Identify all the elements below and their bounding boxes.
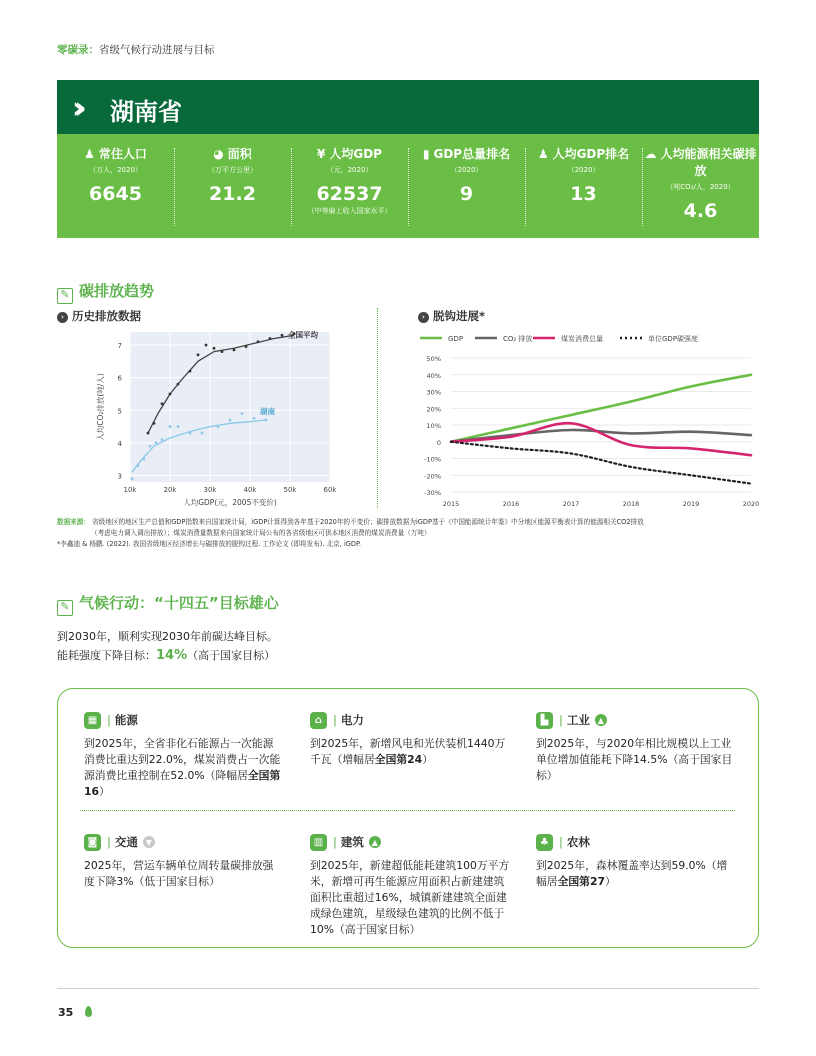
sector-1 [310, 710, 510, 768]
source-line-1: 省级地区的地区生产总值和GDP指数来自国家统计局，iGDP计算得到各年基于2020年的不变价；碳排放数据为iGDP基于《中国能源统计年鉴》中分地区能源平衡表计算的能源相关CO2排放 [92, 518, 644, 526]
arrow-up-icon: ▲ [595, 714, 607, 726]
sector-text: 到2025年，新增风电和光伏装机1440万千瓦（增幅居全国第24） [310, 737, 506, 766]
data-point [149, 445, 152, 448]
data-point [265, 419, 268, 422]
sector-name: 农林 [566, 835, 590, 849]
y-tick-label: -30% [424, 489, 441, 497]
x-tick-label: 2016 [502, 500, 520, 508]
stat-sub: （2020） [450, 166, 483, 174]
y-tick-label: -10% [424, 455, 441, 464]
data-point [269, 337, 272, 340]
footer-line [57, 988, 759, 989]
data-point [229, 419, 232, 422]
arrow-right-icon: › [418, 312, 429, 323]
divider-bar: | [107, 713, 111, 727]
sector-5 [536, 832, 736, 890]
x-tick-label: 2015 [442, 500, 460, 508]
action-section-title: ✎ 气候行动：“十四五”目标雄心 [57, 592, 279, 616]
y-tick-label: 30% [426, 388, 441, 397]
sector-head [536, 832, 736, 852]
y-tick-label: 50% [426, 355, 441, 363]
stat-sub: （万平方公里） [208, 166, 257, 174]
data-point [147, 432, 150, 435]
sector-text: 到2025年，与2020年相比规模以上工业单位增加值能耗下降14.5%（高于国家目标） [536, 737, 733, 782]
stat-title: ▮ GDP总量排名 [422, 147, 511, 161]
y-tick-label: 20% [426, 405, 441, 414]
chart-divider [377, 308, 378, 508]
y-tick-label: 6 [117, 374, 122, 383]
leaf-icon [85, 1006, 92, 1017]
stat-separator [174, 148, 175, 226]
stat-1 [174, 134, 291, 238]
history-title: › 历史排放数据 [57, 308, 141, 324]
data-point [201, 432, 204, 435]
co2-cloud-icon: ☁ [644, 147, 657, 161]
bar-chart-icon: ▮ [422, 147, 430, 161]
stat-separator [525, 148, 526, 226]
x-tick-label: 20k [163, 486, 177, 494]
y-tick-label: 40% [426, 371, 441, 380]
stat-sub: （元，2020） [326, 166, 373, 174]
y-tick-label: 4 [117, 439, 122, 448]
data-point [217, 425, 220, 428]
y-tick-label: 3 [117, 472, 122, 481]
factory-icon: ▙ [536, 712, 553, 729]
decoupling-title: › 脱钩进展* [418, 308, 485, 324]
sector-name: 建筑 [340, 835, 364, 849]
stat-separator [291, 148, 292, 226]
arrow-right-icon: › [57, 312, 68, 323]
breadcrumb-section: 零碳录： [57, 44, 99, 56]
stat-title: ¥ 人均GDP [317, 147, 382, 161]
divider-bar: | [333, 835, 337, 849]
divider-bar: | [107, 835, 111, 849]
stat-5 [642, 134, 759, 238]
sector-0 [84, 710, 284, 800]
data-point [143, 458, 146, 461]
stat-value: 62537 [316, 183, 383, 205]
stat-value: 4.6 [683, 200, 718, 222]
peak-target: 到2030年，顺利实现2030年前碳达峰目标。 [57, 630, 278, 643]
data-point [241, 412, 244, 415]
stat-3 [408, 134, 525, 238]
legend-label: CO₂ 排放 [503, 335, 533, 343]
tree-icon: ♣ [536, 834, 553, 851]
y-tick-label: -20% [424, 472, 441, 481]
divider-bar: | [333, 713, 337, 727]
divider-bar: | [559, 713, 563, 727]
y-tick-label: 5 [117, 407, 122, 416]
sector-head [84, 710, 284, 730]
data-point [177, 425, 180, 428]
data-point [253, 417, 256, 420]
stats-bar [57, 134, 759, 238]
sector-name: 电力 [340, 713, 364, 727]
y-axis-label: 人均CO₂排放(吨/人) [96, 373, 105, 441]
stat-title: ♟ 人均GDP排名 [537, 147, 630, 161]
x-tick-label: 2017 [562, 500, 580, 508]
sector-3 [84, 832, 284, 890]
data-point [189, 432, 192, 435]
sector-head [310, 832, 510, 852]
yen-icon: ¥ [317, 147, 326, 161]
data-point [137, 464, 140, 467]
stat-value: 9 [459, 183, 474, 205]
legend-label: GDP [448, 335, 464, 343]
sector-name: 交通 [114, 835, 138, 849]
legend-label: 单位GDP碳强度 [648, 335, 699, 343]
stat-value: 13 [570, 183, 597, 205]
double-chevron-icon: ›› [72, 91, 77, 126]
data-point [169, 393, 172, 396]
breadcrumb-subtitle: 省级气候行动进展与目标 [99, 44, 215, 56]
data-point [169, 425, 172, 428]
series-line [451, 423, 751, 455]
sector-head [310, 710, 510, 730]
stat-value: 21.2 [209, 183, 256, 205]
pie-icon: ◕ [213, 147, 224, 161]
edit-icon: ✎ [57, 600, 73, 616]
stat-value: 6645 [89, 183, 142, 205]
source-footnote: *李鑫迪 & 杨鹏. (2022). 我国省级地区经济增长与碳排放的脱钩过程. 工作论文 (即将发布). 北京, iGDP. [57, 540, 362, 548]
sector-name: 工业 [566, 713, 590, 727]
x-tick-label: 60k [323, 486, 337, 494]
car-icon: ◙ [84, 834, 101, 851]
stat-title: ◕ 面积 [213, 147, 252, 161]
data-point [281, 334, 284, 337]
province-title: 湖南省 [110, 98, 182, 126]
sector-head [536, 710, 736, 730]
edit-icon: ✎ [57, 288, 73, 304]
stat-sub: （2020） [567, 166, 600, 174]
power-plant-icon: ⌂ [310, 712, 327, 729]
data-point [189, 370, 192, 373]
x-tick-label: 30k [203, 486, 217, 494]
decoupling-line-chart [415, 328, 770, 510]
sector-text: 到2025年，森林覆盖率达到59.0%（增幅居全国第27） [536, 859, 728, 888]
stat-4 [525, 134, 642, 238]
sector-2 [536, 710, 736, 784]
x-tick-label: 2019 [682, 500, 700, 508]
data-point [257, 340, 260, 343]
stat-2 [291, 134, 408, 238]
data-source: 数据来源： 省级地区的地区生产总值和GDP指数来自国家统计局，iGDP计算得到各年基于2020年的不变价；碳排放数据为iGDP基于《中国能源统计年鉴》中分地区能源平衡表计算的能源相关CO2排放 （考虑电力调入调出排放）；煤炭消费量数据来自国家统计局公布的各省级地区可供本地区消费的煤炭消费量（万吨） *李鑫迪 & 杨鹏. (2022). 我国省级地区经济增长与碳排放的脱钩过程. 工作论文 (即将发布). 北京, iGDP. [57, 517, 767, 550]
plot-area [130, 332, 330, 482]
trend-section-title: ✎ 碳排放趋势 [57, 280, 154, 304]
x-tick-label: 50k [283, 486, 297, 494]
solar-panel-icon: ▦ [84, 712, 101, 729]
intensity-target: 能耗强度下降目标：14%（高于国家目标） [57, 648, 276, 663]
data-point [245, 345, 248, 348]
data-point [233, 349, 236, 352]
arrow-down-icon: ▼ [143, 836, 155, 848]
divider-bar: | [559, 835, 563, 849]
data-point [221, 350, 224, 353]
data-point [153, 422, 156, 425]
intensity-value: 14% [156, 648, 188, 663]
card-divider [80, 810, 735, 811]
stat-sub: （万人，2020） [89, 166, 142, 174]
people-icon: ♟ [537, 147, 549, 161]
data-point [197, 353, 200, 356]
breadcrumb [57, 42, 215, 57]
sector-text: 到2025年，新建超低能耗建筑100万平方米，新增可再生能源应用面积占新建建筑面积比重超过16%，城镇新建建筑全面建成绿色建筑，星级绿色建筑的比例不低于10%（高于国家目标） [310, 859, 510, 936]
arrow-up-icon: ▲ [369, 836, 381, 848]
sector-head [84, 832, 284, 852]
page-number: 35 [58, 1006, 92, 1019]
building-icon: ▥ [310, 834, 327, 851]
sector-text: 到2025年，全省非化石能源占一次能源消费比重达到22.0%，煤炭消费占一次能源消费比重控制在52.0%（降幅居全国第16） [84, 737, 281, 798]
series-line [451, 442, 751, 484]
data-point [177, 383, 180, 386]
stat-separator [642, 148, 643, 226]
x-tick-label: 2020 [742, 500, 760, 508]
source-line-2: （考虑电力调入调出排放）；煤炭消费量数据来自国家统计局公布的各省级地区可供本地区消费的煤炭消费量（万吨） [91, 529, 431, 537]
sector-4 [310, 832, 510, 938]
y-tick-label: 0 [436, 438, 441, 447]
x-tick-label: 2018 [622, 500, 640, 508]
legend-label: 煤炭消费总量 [561, 335, 603, 343]
data-point [155, 441, 158, 444]
stat-title: ♟ 常住人口 [84, 147, 147, 161]
data-point [161, 402, 164, 405]
stat-separator [408, 148, 409, 226]
history-scatter-chart [90, 328, 340, 510]
x-tick-label: 10k [123, 486, 137, 494]
data-point [205, 344, 208, 347]
data-point [213, 347, 216, 350]
person-icon: ♟ [84, 147, 95, 161]
x-tick-label: 40k [243, 486, 257, 494]
data-point [161, 438, 164, 441]
sector-text: 2025年，营运车辆单位周转量碳排放强度下降3%（低于国家目标） [84, 859, 274, 888]
series-label: 湖南 [260, 407, 275, 417]
stat-sub: （吨CO₂/人，2020） [666, 183, 735, 191]
series-label: 全国平均 [288, 330, 318, 340]
stat-0 [57, 134, 174, 238]
y-tick-label: 10% [426, 422, 441, 430]
sector-name: 能源 [114, 713, 138, 727]
stat-note: （中等偏上收入国家水平） [307, 207, 392, 215]
stat-title: ☁ 人均能源相关碳排放 [644, 147, 757, 178]
x-axis-label: 人均GDP(元，2005不变价) [183, 498, 277, 507]
y-tick-label: 7 [117, 342, 122, 351]
data-point [131, 477, 134, 480]
